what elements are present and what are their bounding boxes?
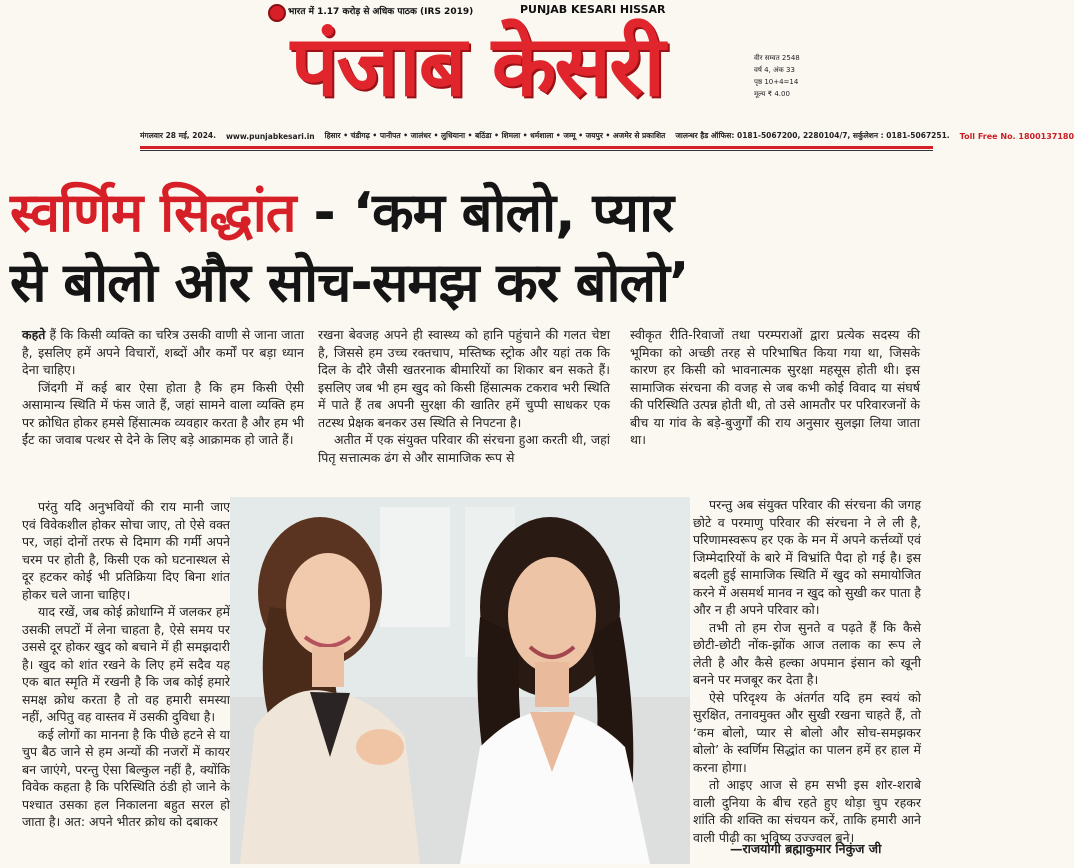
article-column-2: [318, 326, 610, 466]
issue-info: [754, 52, 834, 100]
article-paragraph: याद रखें, जब कोई क्रोधाग्नि में जलकर हमें उसकी लपटों में लेना चाहता है, ऐसे समय पर उससे दूर होकर खुद को बचाने में ही समझदारी है। खुद को शांत रखने के लिए हमें सदैव यह एक बात स्मृति में रखनी है कि जब कोई हमारे समक्ष क्रोध करता है तो वह हमारी समस्या नहीं, अपितु वह वास्तव में उसकी दुविधा है।: [22, 604, 230, 724]
office-contact: जालन्धर हैड ऑफिस: 0181-5067200, 2280104/7, सर्कुलेशन : 0181-5067251.: [675, 131, 950, 140]
article-paragraph: अतीत में एक संयुक्त परिवार की संरचना हुआ करती थी, जहां पितृ सत्तात्मक ढंग से और सामाजिक रूप से: [318, 432, 610, 465]
issue-date: मंगलवार 28 मई, 2024.: [140, 131, 216, 140]
article-column-3-top: [630, 326, 920, 449]
issue-info-line: वीर सम्वत 2548: [754, 54, 800, 62]
website-link[interactable]: www.punjabkesari.in: [225, 131, 315, 141]
article-column-3-bottom: [693, 496, 921, 846]
article-paragraph: [22, 326, 304, 379]
article-column-1-top: [22, 326, 304, 449]
article-paragraph: ऐसे परिदृश्य के अंतर्गत यदि हम स्वयं को सुरक्षित, तनावमुक्त और सुखी रखना चाहते हैं, तो ‘कम बोलो, प्यार से बोलो और सोच-समझकर बोलो’ के स्वर्णिम सिद्धांत का पालन हमें हर हाल में करना होगा।: [693, 689, 921, 775]
issue-info-line: वर्ष 4, अंक 33: [754, 66, 795, 74]
headline-black-part-1: - ‘कम बोलो, प्यार: [313, 181, 674, 244]
article-paragraph: जिंदगी में कई बार ऐसा होता है कि हम किसी ऐसी असामान्य स्थिति में फंस जाते हैं, जहां सामने वाला व्यक्ति हम पर क्रोधित होकर हमसे हिंसात्मक व्यवहार करता है और हम भी ईंट का जवाब पत्थर से देने के लिए बड़े आक्रामक हो जाते हैं।: [22, 379, 304, 447]
two-women-talking-illustration: [230, 497, 690, 864]
article-paragraph: परन्तु अब संयुक्त परिवार की संरचना की जगह छोटे व परमाणु परिवार की संरचना ने ले ली है, परिणामस्वरूप हर एक के मन में अपने कर्त्तव्यों एवं जिम्मेदारियों के बारे में विभ्रांति पैदा हो गई है। इस बदली हुई सामाजिक स्थिति में खुद को समायोजित करने में असमर्थ मानव न खुद को सुखी कर पाता है और न ही अपने परिवार को।: [693, 497, 921, 617]
masthead-strip: [140, 128, 1074, 144]
headline-red-part: स्वर्णिम सिद्धांत: [10, 181, 296, 244]
masthead: [0, 0, 1074, 160]
masthead-rule-red: [140, 146, 933, 149]
article-headline: [10, 178, 925, 318]
masthead-rule-black: [140, 150, 933, 151]
issue-info-line: पृष्ठ 10+4=14: [754, 78, 799, 86]
article-paragraph: तो आइए आज से हम सभी इस शोर-शराबे वाली दुनिया के बीच रहते हुए थोड़ा चुप रहकर शांति की शक्ति का संचयन करें, ताकि हमारी आने वाली पीढ़ी का भविष्य उज्ज्वल बने।: [693, 777, 921, 845]
article-byline: —राजयोगी ब्रह्माकुमार निकुंज जी: [730, 841, 882, 856]
article-paragraph: परंतु यदि अनुभवियों की राय मानी जाए एवं विवेकशील होकर सोचा जाए, तो ऐसे वक्त पर, जहां दोनों तरफ से दिमाग की गर्मी अपने चरम पर होती है, किसी एक को घटनास्थल से दूर हटकर कोई भी प्रतिक्रिया दिए बिना शांत होकर चले जाना चाहिए।: [22, 499, 230, 602]
circulation-line: भारत में 1.17 करोड़ से अधिक पाठक (IRS 2019): [288, 7, 474, 17]
headline-line-1: [10, 178, 925, 248]
article-photo: [230, 497, 690, 864]
article-paragraph: रखना बेवजह अपने ही स्वास्थ्य को हानि पहुंचाने की गलत चेष्टा है, जिससे हम उच्च रक्तचाप, मस्तिष्क स्ट्रोक और यहां तक कि दिल के दौरे जैसी खतरनाक बीमारियों का शिकार बन सकते हैं। इसलिए जब भी हम खुद को किसी हिंसात्मक टकराव भरी स्थिति में पाते हैं तब अपनी सुरक्षा की खातिर हमें चुप्पी साधकर एक तटस्थ प्रेक्षक बनकर उस स्थिति से निपटना है।: [318, 327, 610, 430]
newspaper-logo: पंजाब केसरी: [290, 17, 664, 115]
lead-word: कहते: [22, 327, 46, 342]
edition-cities: हिसार • चंडीगढ़ • पानीपत • जालंधर • लुधियाना • बठिंडा • शिमला • धर्मशाला • जम्मू • जयपुर • अजमेर से प्रकाशित: [324, 131, 666, 140]
paragraph-text: हैं कि किसी व्यक्ति का चरित्र उसकी वाणी से जाना जाता है, इसलिए हमें अपने विचारों, शब्दों और कर्मों पर बड़ा ध्यान देना चाहिए।: [22, 327, 304, 377]
article-paragraph: तभी तो हम रोज सुनते व पढ़ते हैं कि कैसे छोटी-छोटी नोंक-झोंक आज तलाक का रूप ले लेती है और कैसे हल्का अपमान इंसान को खूनी बनने पर मजबूर कर देता है।: [693, 619, 921, 687]
tollfree-number: Toll Free No. 1800137180: [959, 131, 1074, 141]
article-column-1-bottom: [22, 498, 230, 831]
issue-info-line: मूल्य ₹ 4.00: [754, 90, 790, 98]
article-paragraph: स्वीकृत रीति-रिवाजों तथा परम्पराओं द्वारा प्रत्येक सदस्य की भूमिका को अच्छी तरह से परिभाषित किया गया था, जिसके कारण हर किसी को भावनात्मक सुरक्षा महसूस होती थी। इस सामाजिक संरचना की वजह से जब कभी कोई विवाद या संघर्ष की परिस्थिति उत्पन्न होती थी, तो उसे आमतौर पर परिवारजनों के बीच या गांव के बड़े-बुजुर्गों की राय अनुसार सुलझा लिया जाता था।: [630, 327, 920, 447]
edition-label: PUNJAB KESARI HISSAR: [520, 3, 666, 16]
headline-line-2: से बोलो और सोच-समझ कर बोलो’: [10, 251, 689, 314]
article-paragraph: कई लोगों का मानना है कि पीछे हटने से या चुप बैठ जाने से हम अन्यों की नजरों में कायर बन जाएंगे, परन्तु ऐसा बिल्कुल नहीं है, क्योंकि विवेक कहता है कि परिस्थिति ठंडी हो जाने के पश्चात उसका हल निकालना बहुत सरल हो जाता है। अत: अपने भीतर क्रोध को दबाकर: [22, 726, 230, 829]
